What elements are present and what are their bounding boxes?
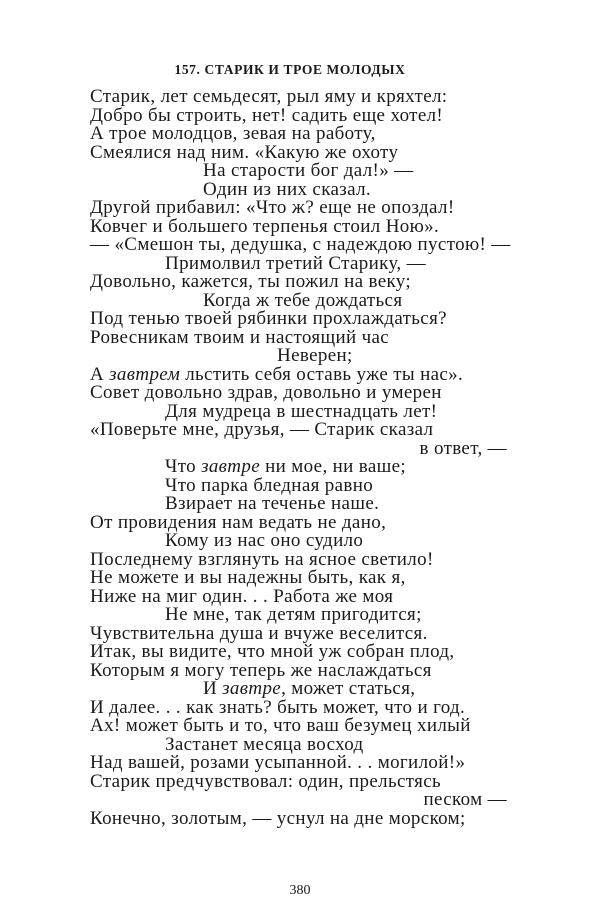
poem-line: Для мудреца в шестнадцать лет! [165,400,438,422]
italic-word: завтре [222,678,282,699]
poem-line: Застанет месяца восход [165,733,364,755]
poem-title-text: 157. СТАРИК И ТРОЕ МОЛОДЫХ [174,62,406,77]
poem-line: На старости бог дал!» — [203,160,414,181]
poem-line: А трое молодцов, зевая на работу, [90,123,376,144]
poem-line: Итак, вы видите, что мной уж собран плод, [90,641,455,662]
poem-line: Старик предчувствовал: один, прельстясь [90,770,442,792]
poem-line: От провидения нам ведать не дано, [90,511,387,533]
poem-line: Конечно, золотым, — уснул на дне морском; [90,807,466,829]
page-number: 380 [289,883,311,898]
italic-word: завтре [201,456,260,477]
poem-line: Кому из нас оно судило [165,530,364,551]
poem-line: Ниже на миг один. . . Работа же моя [90,585,394,607]
line-segment: льстить себя оставь уже ты нас». [180,363,464,385]
poem-line: Совет довольно здрав, довольно и умерен [90,382,442,403]
poem-title [0,62,600,78]
line-segment: А [90,363,110,385]
poem-body [90,88,510,828]
poem-line: Чувствительна душа и вчуже веселится. [90,622,428,644]
italic-word: завтрем [109,363,181,385]
poem-line: Взирает на теченье наше. [165,493,380,514]
poem-line: в ответ, — [419,437,507,459]
poem-line: Последнему взглянуть на ясное светило! [90,548,434,570]
poem-line: Не мне, так детям пригодится; [165,604,422,625]
poem-line: Что парка бледная равно [165,474,374,496]
poem-line: Смеялися над ним. «Какую же охоту [90,141,399,163]
poem-line: Ровесникам твоим и настоящий час [90,326,390,348]
poem-line: И далее. . . как знать? быть может, что и год. [90,696,466,718]
poem-line: Примолвил третий Старику, — [165,252,426,274]
poem-line: Под тенью твоей рябинки прохлаждаться? [90,308,447,329]
poem-line: Когда ж тебе дождаться [203,289,403,311]
poem-line [90,458,510,477]
poem-line: Другой прибавил: «Что ж? еще не опоздал! [90,197,455,218]
poem-line: Которым я могу теперь же наслаждаться [90,659,432,681]
poem-line: Ах! может быть и то, что ваш безумец хилый [90,715,471,736]
poem-line: «Поверьте мне, друзья, — Старик сказал [90,419,434,440]
poem-line: Старик, лет семьдесят, рыл яму и кряхтел: [90,86,448,107]
line-segment: ни мое, ни ваше; [259,456,407,477]
poem-line [90,680,510,699]
line-segment: , может статься, [281,678,416,699]
poem-line: Не можете и вы надежны быть, как я, [90,567,406,588]
poem-line: Неверен; [277,345,353,366]
poem-line: Один из них сказал. [203,178,372,200]
line-segment: Что [165,456,202,477]
poem-line: Ковчег и большего терпенья стоил Ною». [90,215,440,237]
poem-line: Добро бы строить, нет! садить еще хотел! [90,104,444,126]
poem-line: Довольно, кажется, ты пожил на веку; [90,271,412,292]
poem-line: Над вашей, розами усыпанной. . . могилой!» [90,752,466,773]
poem-line: песком — [423,789,507,810]
line-segment: И [203,678,223,699]
poem-line: — «Смешон ты, дедушка, с надеждою пустою! — [90,234,511,255]
